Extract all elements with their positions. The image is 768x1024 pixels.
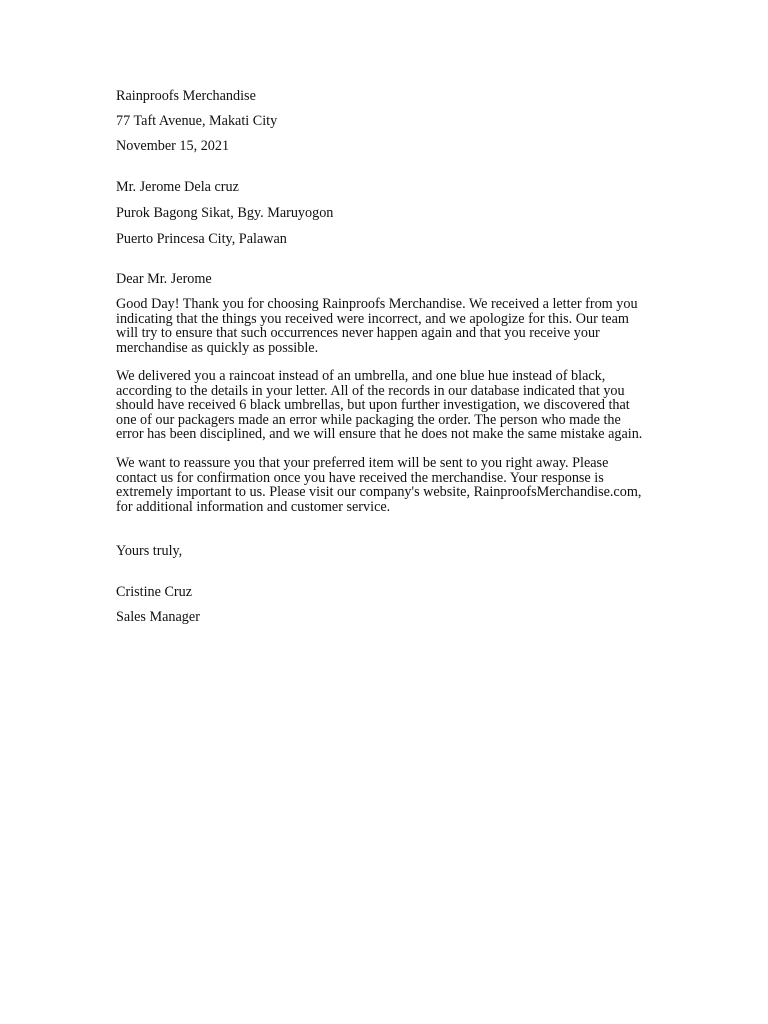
paragraph-line: We delivered you a raincoat instead of an umbrella, and one blue hue instead of black, [116,368,606,384]
paragraph-line: according to the details in your letter. All of the records in our database indicated that you [116,382,625,399]
recipient-address-line2: Puerto Princesa City, Palawan [116,231,287,247]
body-paragraph-3 [116,456,656,514]
body-paragraph-1 [116,297,656,355]
paragraph-line: extremely important to us. Please visit our company's website, RainproofsMerchandise.com, [116,484,642,501]
paragraph-line: merchandise as quickly as possible. [116,339,319,356]
salutation: Dear Mr. Jerome [116,271,212,287]
sender-company: Rainproofs Merchandise [116,88,256,104]
paragraph-line: We want to reassure you that your preferred item will be sent to you right away. Please [116,455,609,471]
recipient-name: Mr. Jerome Dela cruz [116,179,239,195]
paragraph-line: error has been disciplined, and we will ensure that he does not make the same mistake again. [116,426,643,443]
signature-name: Cristine Cruz [116,584,193,600]
paragraph-line: contact us for confirmation once you have received the merchandise. Your response is [116,469,604,486]
recipient-address-line1: Purok Bagong Sikat, Bgy. Maruyogon [116,205,334,221]
letter-date: November 15, 2021 [116,138,230,154]
body-paragraph-2 [116,369,656,442]
paragraph-line: will try to ensure that such occurrences never happen again and that you receive your [116,325,600,342]
signature-title: Sales Manager [116,609,200,625]
paragraph-line: for additional information and customer service. [116,498,391,515]
paragraph-line: indicating that the things you received were incorrect, and we apologize for this. Our team [116,310,629,327]
closing: Yours truly, [116,543,183,559]
paragraph-line: one of our packagers made an error while packaging the order. The person who made the [116,411,621,428]
paragraph-line: Good Day! Thank you for choosing Rainproofs Merchandise. We received a letter from you [116,296,638,312]
sender-address: 77 Taft Avenue, Makati City [116,113,278,129]
paragraph-line: should have received 6 black umbrellas, but upon further investigation, we discovered that [116,397,630,414]
